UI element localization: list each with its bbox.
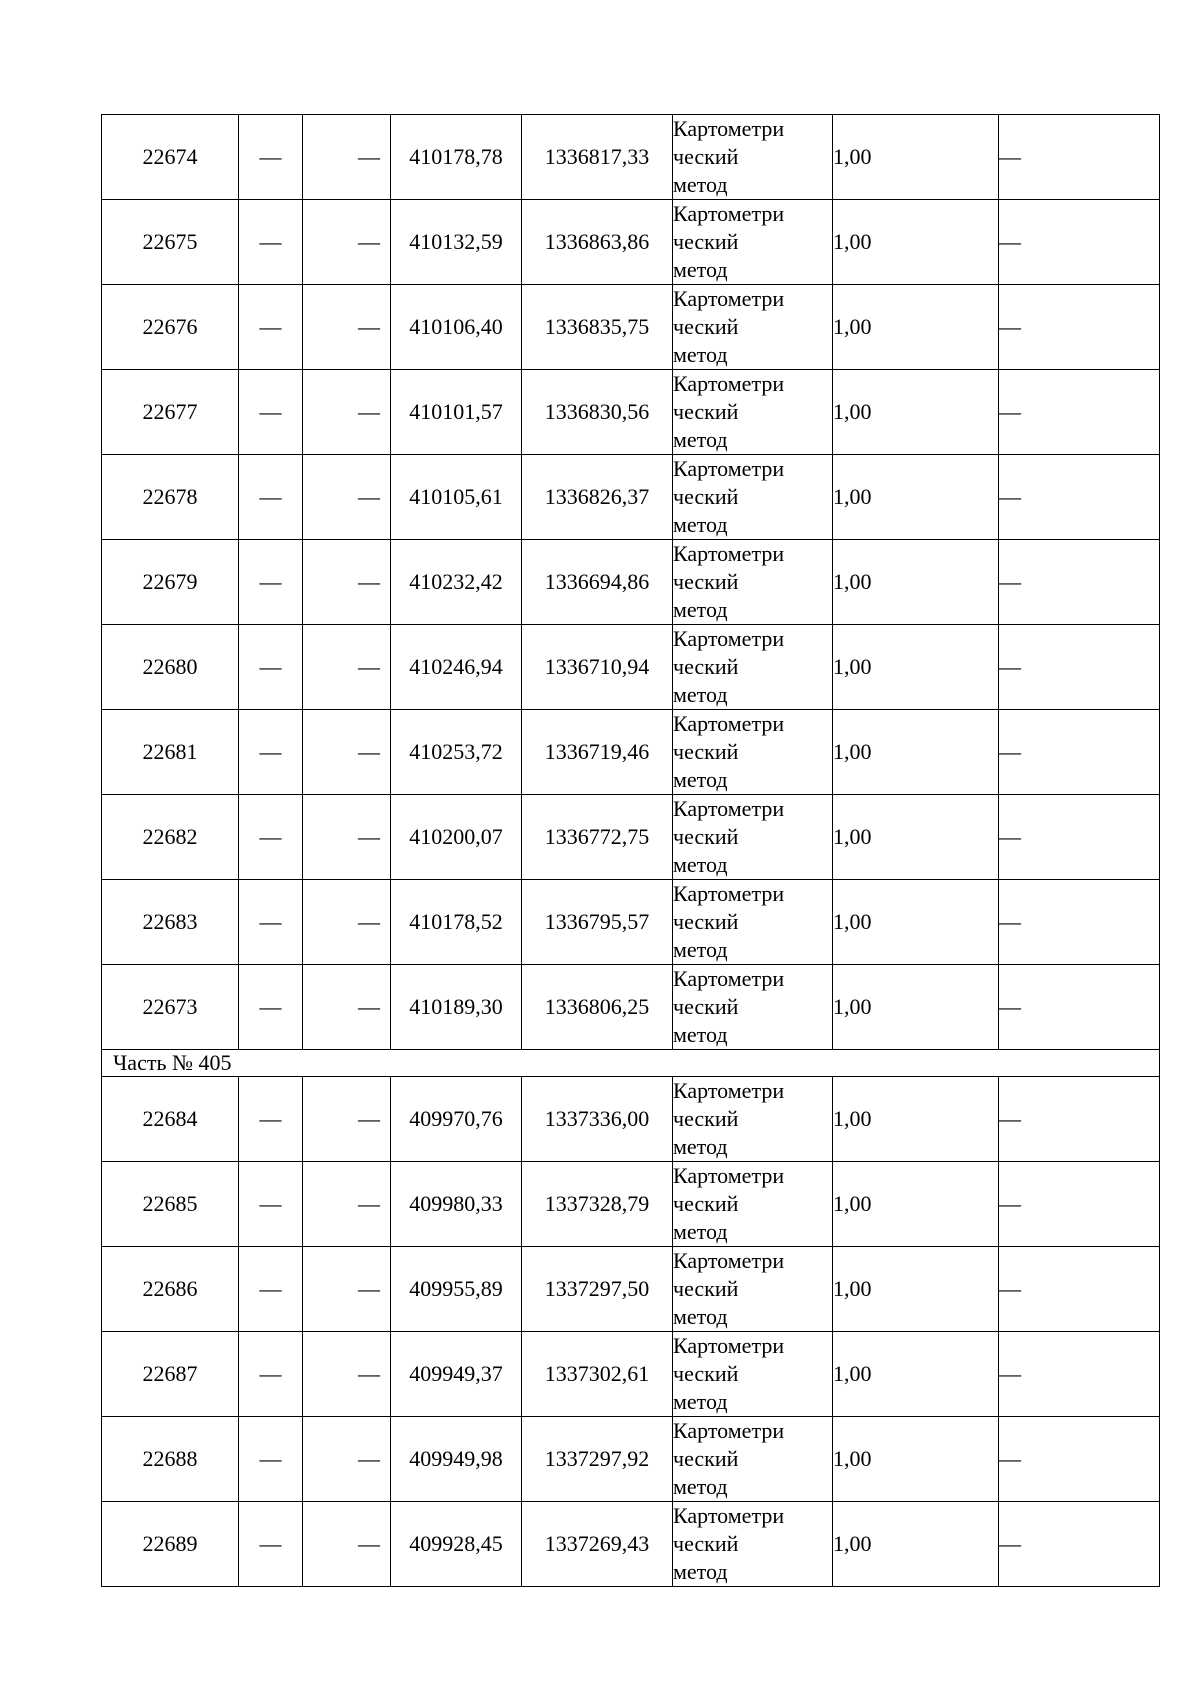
empty-dash-cell: — <box>999 115 1160 200</box>
method-text-line: ческий <box>673 314 739 339</box>
method-cell <box>673 625 833 710</box>
empty-dash-cell: — <box>303 965 391 1050</box>
table-row <box>102 625 1160 710</box>
method-text-line: Картометри <box>673 1333 785 1358</box>
accuracy-cell: 1,00 <box>833 285 999 370</box>
empty-dash-cell: — <box>239 540 303 625</box>
point-number-cell: 22677 <box>102 370 239 455</box>
method-text-line: метод <box>673 1219 728 1244</box>
coordinate-x-cell: 410106,40 <box>391 285 522 370</box>
method-text-line: Картометри <box>673 1248 785 1273</box>
method-text-line: ческий <box>673 1106 739 1131</box>
accuracy-cell: 1,00 <box>833 1417 999 1502</box>
method-text-line: Картометри <box>673 1163 785 1188</box>
coordinate-x-cell: 409970,76 <box>391 1077 522 1162</box>
coordinate-y-cell: 1336863,86 <box>522 200 673 285</box>
method-cell <box>673 1077 833 1162</box>
method-cell <box>673 965 833 1050</box>
coordinate-y-cell: 1337297,92 <box>522 1417 673 1502</box>
method-text-line: метод <box>673 852 728 877</box>
coordinate-y-cell: 1337297,50 <box>522 1247 673 1332</box>
empty-dash-cell: — <box>303 1077 391 1162</box>
accuracy-cell: 1,00 <box>833 455 999 540</box>
empty-dash-cell: — <box>303 115 391 200</box>
method-text-line: Картометри <box>673 1503 785 1528</box>
empty-dash-cell: — <box>999 1247 1160 1332</box>
table-row <box>102 370 1160 455</box>
method-cell <box>673 1502 833 1587</box>
method-text-line: ческий <box>673 1446 739 1471</box>
point-number-cell: 22678 <box>102 455 239 540</box>
accuracy-cell: 1,00 <box>833 1077 999 1162</box>
method-cell <box>673 115 833 200</box>
method-text-line: ческий <box>673 229 739 254</box>
method-text-line: метод <box>673 597 728 622</box>
method-text-line: ческий <box>673 484 739 509</box>
method-text-line: Картометри <box>673 626 785 651</box>
method-text-line: Картометри <box>673 541 785 566</box>
accuracy-cell: 1,00 <box>833 1162 999 1247</box>
empty-dash-cell: — <box>303 370 391 455</box>
table-row <box>102 880 1160 965</box>
empty-dash-cell: — <box>239 880 303 965</box>
accuracy-cell: 1,00 <box>833 115 999 200</box>
empty-dash-cell: — <box>239 625 303 710</box>
empty-dash-cell: — <box>239 1417 303 1502</box>
method-text-line: ческий <box>673 739 739 764</box>
method-text-line: Картометри <box>673 1078 785 1103</box>
accuracy-cell: 1,00 <box>833 625 999 710</box>
method-text-line: Картометри <box>673 881 785 906</box>
table-row <box>102 115 1160 200</box>
empty-dash-cell: — <box>303 200 391 285</box>
empty-dash-cell: — <box>239 965 303 1050</box>
point-number-cell: 22683 <box>102 880 239 965</box>
point-number-cell: 22686 <box>102 1247 239 1332</box>
point-number-cell: 22684 <box>102 1077 239 1162</box>
method-text-line: метод <box>673 1134 728 1159</box>
empty-dash-cell: — <box>999 1162 1160 1247</box>
table-row <box>102 540 1160 625</box>
empty-dash-cell: — <box>239 1247 303 1332</box>
empty-dash-cell: — <box>999 710 1160 795</box>
empty-dash-cell: — <box>999 285 1160 370</box>
method-text-line: Картометри <box>673 796 785 821</box>
method-text-line: ческий <box>673 654 739 679</box>
point-number-cell: 22687 <box>102 1332 239 1417</box>
method-text-line: ческий <box>673 399 739 424</box>
method-text-line: ческий <box>673 1276 739 1301</box>
accuracy-cell: 1,00 <box>833 1502 999 1587</box>
method-text-line: метод <box>673 257 728 282</box>
coordinate-x-cell: 410101,57 <box>391 370 522 455</box>
point-number-cell: 22676 <box>102 285 239 370</box>
empty-dash-cell: — <box>303 625 391 710</box>
table-row <box>102 1247 1160 1332</box>
coordinate-y-cell: 1336772,75 <box>522 795 673 880</box>
method-text-line: Картометри <box>673 371 785 396</box>
accuracy-cell: 1,00 <box>833 880 999 965</box>
empty-dash-cell: — <box>303 1417 391 1502</box>
empty-dash-cell: — <box>239 710 303 795</box>
method-text-line: ческий <box>673 144 739 169</box>
method-text-line: ческий <box>673 994 739 1019</box>
method-text-line: ческий <box>673 1361 739 1386</box>
method-cell <box>673 710 833 795</box>
coordinate-y-cell: 1336806,25 <box>522 965 673 1050</box>
accuracy-cell: 1,00 <box>833 370 999 455</box>
method-text-line: ческий <box>673 1531 739 1556</box>
empty-dash-cell: — <box>303 1247 391 1332</box>
table-body <box>102 115 1160 1587</box>
method-text-line: метод <box>673 1559 728 1584</box>
coordinates-table <box>101 114 1160 1587</box>
empty-dash-cell: — <box>239 200 303 285</box>
method-cell <box>673 285 833 370</box>
empty-dash-cell: — <box>999 540 1160 625</box>
point-number-cell: 22688 <box>102 1417 239 1502</box>
empty-dash-cell: — <box>999 1077 1160 1162</box>
coordinate-x-cell: 410189,30 <box>391 965 522 1050</box>
table-row <box>102 285 1160 370</box>
empty-dash-cell: — <box>239 1502 303 1587</box>
coordinate-y-cell: 1336694,86 <box>522 540 673 625</box>
method-cell <box>673 455 833 540</box>
empty-dash-cell: — <box>239 115 303 200</box>
coordinate-x-cell: 410232,42 <box>391 540 522 625</box>
method-text-line: ческий <box>673 1191 739 1216</box>
method-text-line: ческий <box>673 909 739 934</box>
method-cell <box>673 795 833 880</box>
coordinate-x-cell: 409955,89 <box>391 1247 522 1332</box>
table-row <box>102 1417 1160 1502</box>
coordinate-y-cell: 1337328,79 <box>522 1162 673 1247</box>
method-cell <box>673 370 833 455</box>
empty-dash-cell: — <box>303 710 391 795</box>
coordinate-y-cell: 1337302,61 <box>522 1332 673 1417</box>
empty-dash-cell: — <box>303 285 391 370</box>
table-row <box>102 200 1160 285</box>
method-text-line: метод <box>673 1304 728 1329</box>
coordinate-x-cell: 410105,61 <box>391 455 522 540</box>
coordinate-x-cell: 410132,59 <box>391 200 522 285</box>
section-title: Часть № 405 <box>102 1050 1160 1077</box>
empty-dash-cell: — <box>303 455 391 540</box>
coordinate-x-cell: 410246,94 <box>391 625 522 710</box>
empty-dash-cell: — <box>303 1332 391 1417</box>
empty-dash-cell: — <box>239 1162 303 1247</box>
method-text-line: Картометри <box>673 966 785 991</box>
coordinate-x-cell: 409949,37 <box>391 1332 522 1417</box>
coordinate-x-cell: 409980,33 <box>391 1162 522 1247</box>
table-row <box>102 1502 1160 1587</box>
empty-dash-cell: — <box>999 370 1160 455</box>
method-text-line: ческий <box>673 824 739 849</box>
coordinate-y-cell: 1336817,33 <box>522 115 673 200</box>
accuracy-cell: 1,00 <box>833 1332 999 1417</box>
table-row <box>102 965 1160 1050</box>
table-row <box>102 795 1160 880</box>
point-number-cell: 22673 <box>102 965 239 1050</box>
point-number-cell: 22680 <box>102 625 239 710</box>
method-cell <box>673 200 833 285</box>
point-number-cell: 22679 <box>102 540 239 625</box>
method-cell <box>673 1247 833 1332</box>
method-text-line: метод <box>673 1474 728 1499</box>
coordinate-x-cell: 410178,78 <box>391 115 522 200</box>
method-cell <box>673 1162 833 1247</box>
coordinate-x-cell: 410253,72 <box>391 710 522 795</box>
coordinate-y-cell: 1336835,75 <box>522 285 673 370</box>
coordinate-x-cell: 409928,45 <box>391 1502 522 1587</box>
point-number-cell: 22675 <box>102 200 239 285</box>
section-header-row <box>102 1050 1160 1077</box>
empty-dash-cell: — <box>999 880 1160 965</box>
coordinate-x-cell: 410200,07 <box>391 795 522 880</box>
method-text-line: Картометри <box>673 1418 785 1443</box>
table-row <box>102 1332 1160 1417</box>
accuracy-cell: 1,00 <box>833 965 999 1050</box>
point-number-cell: 22682 <box>102 795 239 880</box>
accuracy-cell: 1,00 <box>833 795 999 880</box>
coordinate-x-cell: 409949,98 <box>391 1417 522 1502</box>
empty-dash-cell: — <box>303 540 391 625</box>
table-row <box>102 1077 1160 1162</box>
method-text-line: Картометри <box>673 711 785 736</box>
method-text-line: Картометри <box>673 286 785 311</box>
empty-dash-cell: — <box>239 795 303 880</box>
method-text-line: метод <box>673 1389 728 1414</box>
accuracy-cell: 1,00 <box>833 1247 999 1332</box>
accuracy-cell: 1,00 <box>833 710 999 795</box>
empty-dash-cell: — <box>239 455 303 540</box>
coordinate-y-cell: 1337336,00 <box>522 1077 673 1162</box>
method-text-line: метод <box>673 767 728 792</box>
empty-dash-cell: — <box>999 1332 1160 1417</box>
method-text-line: метод <box>673 172 728 197</box>
point-number-cell: 22685 <box>102 1162 239 1247</box>
point-number-cell: 22681 <box>102 710 239 795</box>
empty-dash-cell: — <box>303 1162 391 1247</box>
empty-dash-cell: — <box>999 455 1160 540</box>
coordinate-y-cell: 1336719,46 <box>522 710 673 795</box>
empty-dash-cell: — <box>999 200 1160 285</box>
empty-dash-cell: — <box>303 1502 391 1587</box>
method-text-line: Картометри <box>673 201 785 226</box>
empty-dash-cell: — <box>999 625 1160 710</box>
empty-dash-cell: — <box>239 1077 303 1162</box>
point-number-cell: 22674 <box>102 115 239 200</box>
coordinate-y-cell: 1336830,56 <box>522 370 673 455</box>
coordinate-y-cell: 1337269,43 <box>522 1502 673 1587</box>
empty-dash-cell: — <box>239 370 303 455</box>
empty-dash-cell: — <box>239 1332 303 1417</box>
empty-dash-cell: — <box>999 1417 1160 1502</box>
accuracy-cell: 1,00 <box>833 200 999 285</box>
method-text-line: метод <box>673 427 728 452</box>
method-text-line: метод <box>673 1022 728 1047</box>
empty-dash-cell: — <box>303 880 391 965</box>
method-cell <box>673 880 833 965</box>
method-text-line: ческий <box>673 569 739 594</box>
method-text-line: метод <box>673 682 728 707</box>
coordinate-y-cell: 1336710,94 <box>522 625 673 710</box>
empty-dash-cell: — <box>999 965 1160 1050</box>
empty-dash-cell: — <box>999 1502 1160 1587</box>
point-number-cell: 22689 <box>102 1502 239 1587</box>
method-cell <box>673 1332 833 1417</box>
empty-dash-cell: — <box>303 795 391 880</box>
method-text-line: метод <box>673 937 728 962</box>
method-text-line: Картометри <box>673 456 785 481</box>
table-row <box>102 1162 1160 1247</box>
empty-dash-cell: — <box>999 795 1160 880</box>
method-text-line: Картометри <box>673 116 785 141</box>
table-row <box>102 455 1160 540</box>
accuracy-cell: 1,00 <box>833 540 999 625</box>
method-cell <box>673 540 833 625</box>
table-row <box>102 710 1160 795</box>
method-cell <box>673 1417 833 1502</box>
coordinate-y-cell: 1336795,57 <box>522 880 673 965</box>
method-text-line: метод <box>673 342 728 367</box>
coordinate-y-cell: 1336826,37 <box>522 455 673 540</box>
method-text-line: метод <box>673 512 728 537</box>
coordinate-x-cell: 410178,52 <box>391 880 522 965</box>
empty-dash-cell: — <box>239 285 303 370</box>
